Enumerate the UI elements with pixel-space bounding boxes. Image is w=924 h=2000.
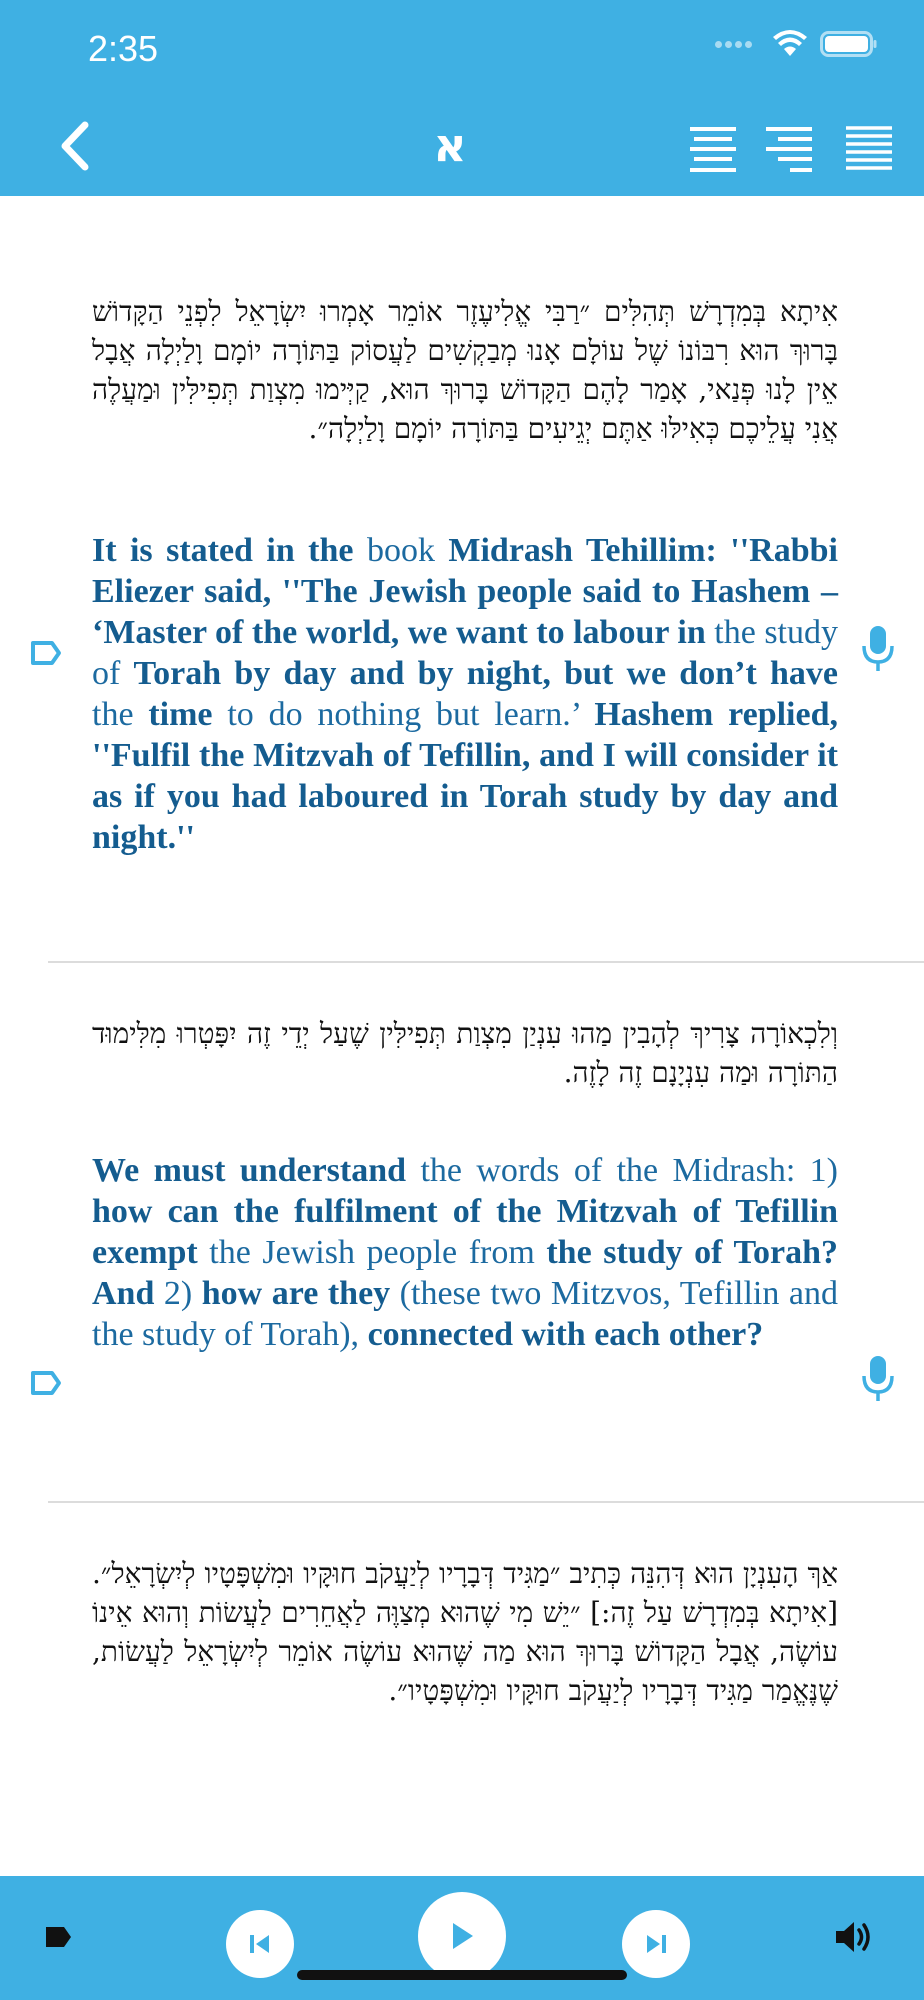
reading-content[interactable] [0,196,924,1876]
skip-next-icon [644,1933,668,1955]
section-divider [48,961,924,963]
top-app-bar [0,0,924,196]
align-right-icon [764,124,814,176]
align-center-button[interactable] [688,124,738,176]
align-justify-icon [844,124,894,176]
hebrew-paragraph: וְלִכְאוֹרָה צָרִיךְ לְהָבִין מַהוּ עִנְיַן מִצְוַת תְּפִילִּין שֶׁעַל יְדֵי זֶה יִפָּטְרוּ מִלִּימוּד הַתּוֹרָה וּמַה עִנְיָנָם זֶה לָזֶה. [92,1017,838,1089]
chapter-title[interactable]: א [433,118,467,172]
microphone-icon[interactable] [860,1354,896,1404]
battery-icon [820,30,878,58]
status-time: 2:35 [88,28,159,69]
align-center-icon [688,124,738,176]
bookmark-tag-icon[interactable] [30,640,62,666]
chevron-left-icon [57,121,91,171]
home-indicator [297,1970,627,1980]
english-paragraph: It is stated in the book Midrash Tehillim: ''Rabbi Eliezer said, ''The Jewish people said to Hashem – ‘Master of the world, we want to labour in the study of Torah by day and by night, but we don’t have the time to do nothing but learn.’ Hashem replied, ''Fulfil the Mitzvah of Tefillin, and I will consider it as if you had laboured in Torah study by day and night.'' [92,532,838,856]
skip-previous-icon [248,1933,272,1955]
speaker-icon[interactable] [834,1920,874,1954]
section-divider [48,1501,924,1503]
hebrew-paragraph: אִיתָא בְּמִדְרָשׁ תְּהִלִּים ״רַבִּי אֱלִיעֶזֶר אוֹמֵר אָמְרוּ יִשְׂרָאֵל לִפְנֵי הַקָּדוֹשׁ בָּרוּךְ הוּא רִבּוֹנוֹ שֶׁל עוֹלָם אָנוּ מְבַקְשִׁים לַעֲסוֹק בַּתּוֹרָה יוֹמָם וָלַיְלָה אֲבָל אֵין לָנוּ פְּנַאי, אָמַר לָהֶם הַקָּדוֹשׁ בָּרוּךְ הוּא, קַיְּימוּ מִצְוַת תְּפִילִּין וּמַעֲלֶה אֲנִי עֲלֵיכֶם כְּאִילּוּ אַתֶּם יְגֵיעִים בַּתּוֹרָה יוֹמָם וָלַיְלָה״. [92,295,838,445]
play-button[interactable] [418,1892,506,1980]
align-right-button[interactable] [764,124,814,176]
previous-button[interactable] [226,1910,294,1978]
bookmark-tag-icon[interactable] [44,1924,74,1950]
next-button[interactable] [622,1910,690,1978]
back-button[interactable] [52,118,96,174]
cellular-signal-icon [715,41,752,48]
hebrew-paragraph: אַךְ הָעִנְיָן הוּא דְּהִנֵּה כְּתִיב ״מַגִּיד דְּבָרָיו לְיַעֲקֹב חוּקָּיו וּמִשְׁפָּטָיו לְיִשְׂרָאֵל״. [אִיתָא בְּמִדְרָשׁ עַל זֶה:] ״יֵשׁ מִי שֶׁהוּא מְצַוֶּה לַאֲחֵרִים לַעֲשׂוֹת וְהוּא אֵינוֹ עוֹשֶׂה, אֲבָל הַקָּדוֹשׁ בָּרוּךְ הוּא מַה שֶּׁהוּא עוֹשֶׂה אוֹמֵר לְיִשְׂרָאֵל לַעֲשׂוֹת, שֶׁנֶּאֱמַר מַגִּיד דְּבָרָיו לְיַעֲקֹב חוּקָּיו וּמִשְׁפָּטָיו״. [92,1557,839,1707]
align-justify-button[interactable] [844,124,894,176]
english-paragraph: We must understand the words of the Midrash: 1) how can the fulfilment of the Mitzvah of Tefillin exempt the Jewish people from the study of Torah? And 2) how are they (these two Mitzvos, Tefillin and the study of Torah), connected with each other? [92,1152,838,1353]
wifi-icon [772,30,808,58]
bookmark-tag-icon[interactable] [30,1370,62,1396]
play-icon [448,1921,476,1951]
microphone-icon[interactable] [860,624,896,674]
audio-player-bar [0,1876,924,2000]
status-icons [715,30,878,58]
